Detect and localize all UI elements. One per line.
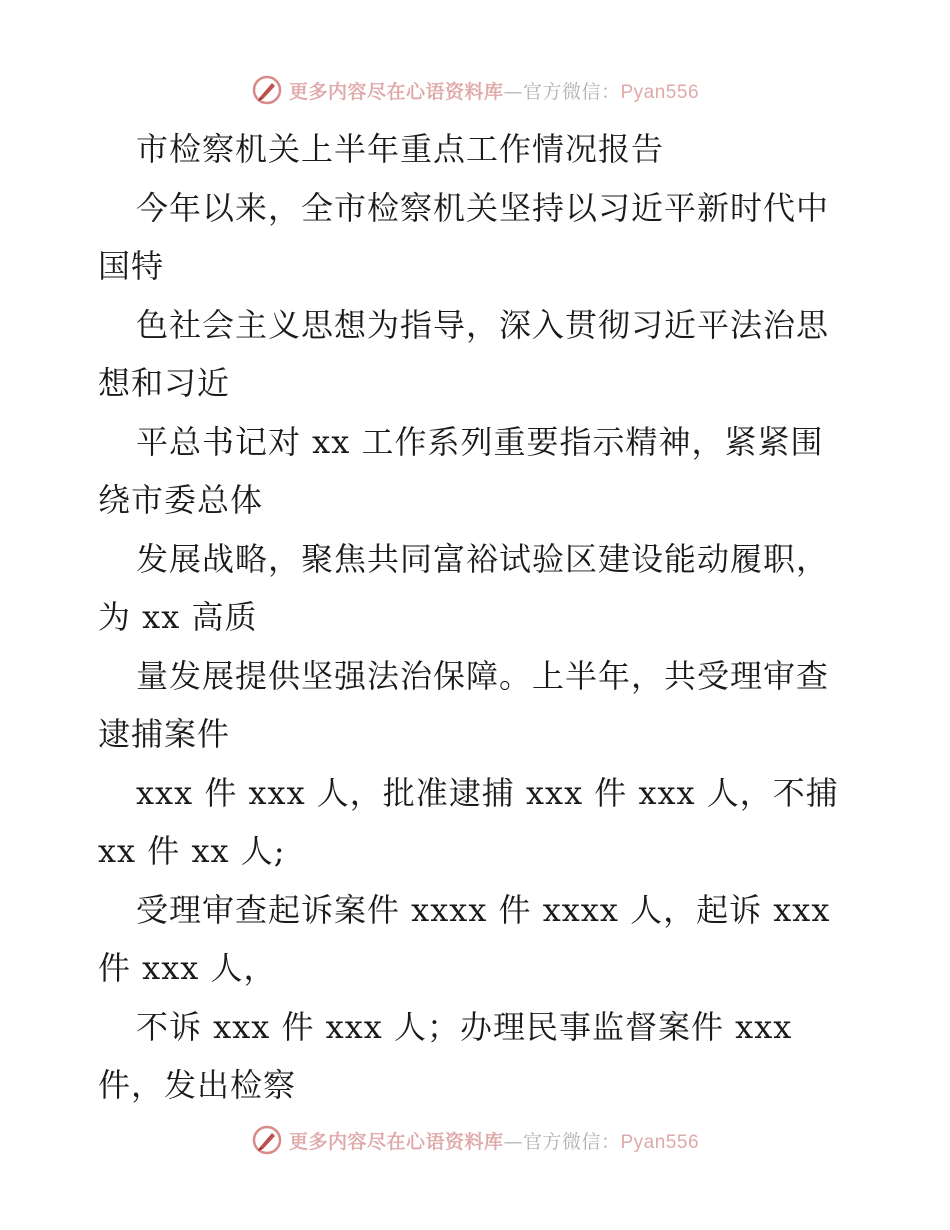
paragraph-line: 量发展提供坚强法治保障。上半年，共受理审查 — [136, 656, 830, 695]
pen-logo-icon — [251, 74, 283, 106]
paragraph-line: xx 件 xx 人; — [98, 832, 286, 870]
paragraph-line: 国特 — [98, 247, 165, 285]
watermark-text: 更多内容尽在心语资料库—官方微信：Pyan556 — [288, 80, 700, 103]
document-title: 市检察机关上半年重点工作情况报告 — [136, 130, 665, 168]
paragraph-line: 逮捕案件 — [98, 715, 231, 753]
paragraph-line: 平总书记对 xx 工作系列重要指示精神，紧紧围 — [136, 422, 824, 461]
paragraph-line: 件，发出检察 — [98, 1066, 297, 1104]
paragraph-line: xxx 件 xxx 人，批准逮捕 xxx 件 xxx 人，不捕 — [136, 773, 839, 812]
paragraph-line: 今年以来，全市检察机关坚持以习近平新时代中 — [136, 188, 830, 227]
paragraph-line: 绕市委总体 — [98, 481, 264, 519]
paragraph-line: 色社会主义思想为指导，深入贯彻习近平法治思 — [136, 305, 830, 344]
document-body — [98, 120, 858, 1115]
paragraph-line: 发展战略，聚焦共同富裕试验区建设能动履职， — [136, 539, 830, 578]
header-watermark — [0, 70, 950, 110]
paragraph-line: 想和习近 — [98, 364, 231, 402]
footer-watermark — [0, 1120, 950, 1160]
paragraph-line: 不诉 xxx 件 xxx 人；办理民事监督案件 xxx — [136, 1007, 793, 1046]
paragraph-line: 受理审查起诉案件 xxxx 件 xxxx 人，起诉 xxx — [136, 890, 831, 929]
watermark-text: 更多内容尽在心语资料库—官方微信：Pyan556 — [288, 1130, 700, 1153]
paragraph-line: 件 xxx 人， — [98, 949, 277, 987]
paragraph-line: 为 xx 高质 — [98, 598, 258, 636]
pen-logo-icon — [251, 1124, 283, 1156]
